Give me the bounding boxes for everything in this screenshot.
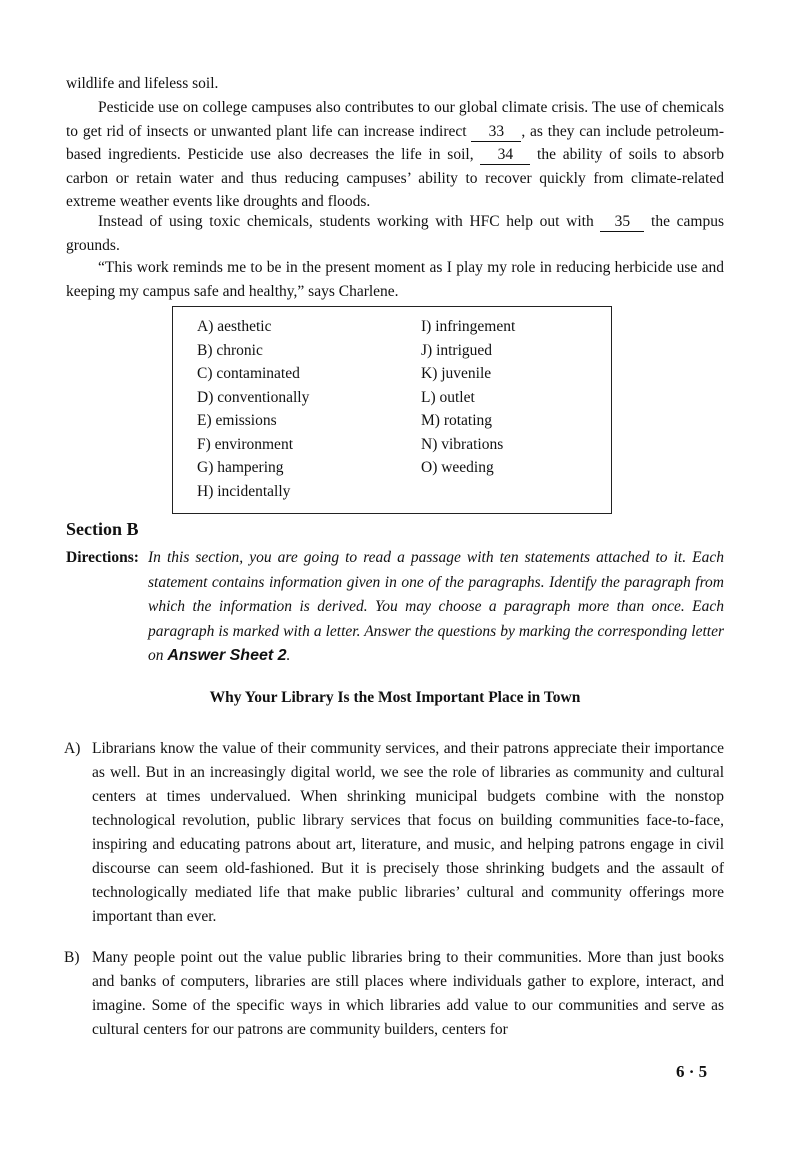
text-fragment: the ability of soils to absorb carbon or retain water and thus reducing campuses’ ability to recover quickly from climate-related extreme weather events like droughts and floods. [66, 146, 725, 210]
text-fragment: the campus grounds. [66, 213, 724, 254]
word-option: L) outlet [421, 388, 475, 406]
word-option: A) aesthetic [197, 318, 272, 335]
paragraph-text: Librarians know the value of their community services, and their patrons appreciate their importance as well. But in an increasingly digital world, we see the role of libraries as community and cultural centers at times undervalued. When shrinking municipal budgets combine with the nonstop technological revolution, public library services that focus on building communities face-to-face, inspiring and educating patrons about art, literature, and music, and helping patrons engage in civil discourse can seem old-fashioned. But it is precisely those shrinking budgets and the assault of technologically mediated life that make public libraries’ cultural and community offerings more important than ever. [92, 740, 724, 925]
word-option: I) infringement [421, 318, 516, 335]
word-option: H) incidentally [197, 482, 291, 500]
paragraph-quote: “This work reminds me to be in the present moment as I play my role in reducing herbicide use and keeping my campus safe and healthy,” says Charlene. [66, 259, 724, 300]
text-fragment: , as they can include petroleum-based ingredients. Pesticide use also decreases the life in soil, [66, 122, 724, 163]
continuation-line: wildlife and lifeless soil. [66, 75, 219, 92]
word-option: O) weeding [421, 459, 494, 476]
answer-sheet-label: Answer Sheet 2 [167, 647, 287, 664]
paragraph-instead [66, 210, 724, 257]
passage-title: Why Your Library Is the Most Important Place in Town [209, 689, 581, 706]
directions-label: Directions: [66, 549, 139, 566]
paragraph-pesticide [66, 96, 724, 214]
word-option: N) vibrations [421, 435, 504, 453]
word-bank-box [172, 306, 612, 514]
word-option: M) rotating [421, 412, 493, 429]
word-option: J) intrigued [421, 341, 493, 359]
paragraph-text: Many people point out the value public libraries bring to their communities. More than just books and banks of computers, libraries are still places where individuals gather to explore, interact, and imagine. Some of the specific ways in which libraries add value to our communities and serve as cultural centers for our patrons are community builders, centers for [92, 949, 724, 1038]
word-option: F) environment [197, 435, 293, 453]
passage-paragraph-b [64, 946, 724, 1042]
word-option: C) contaminated [197, 365, 300, 382]
text-fragment: Pesticide use on college campuses also contributes to our global climate crisis. The use of chemicals to get rid of insects or unwanted plant life can increase indirect [66, 99, 724, 140]
passage-paragraph-a [64, 737, 724, 929]
word-bank-right-column [421, 315, 515, 480]
word-option: K) juvenile [421, 365, 492, 382]
paragraph-letter: B) [64, 949, 80, 966]
text-fragment: Instead of using toxic chemicals, students working with HFC help out with [98, 213, 601, 230]
word-option: B) chronic [197, 341, 263, 359]
word-option: G) hampering [197, 459, 284, 476]
directions-end: . [286, 647, 291, 664]
word-bank-left-column [197, 315, 309, 503]
section-title: Section B [66, 519, 139, 539]
directions-body: In this section, you are going to read a passage with ten statements attached to it. Each statement contains information given in one of the paragraphs. Identify the paragraph from which the information is derived. You may choose a paragraph more than once. Each paragraph is marked with a letter. Answer the questions by marking the corresponding letter on [148, 549, 724, 664]
directions-text [148, 546, 724, 669]
blank-34[interactable]: 34 [480, 146, 530, 165]
blank-35[interactable]: 35 [600, 213, 644, 232]
blank-33[interactable]: 33 [471, 123, 521, 142]
word-option: E) emissions [197, 412, 277, 429]
page-number: 6 · 5 [676, 1062, 708, 1081]
word-option: D) conventionally [197, 388, 310, 406]
paragraph-letter: A) [64, 740, 81, 757]
